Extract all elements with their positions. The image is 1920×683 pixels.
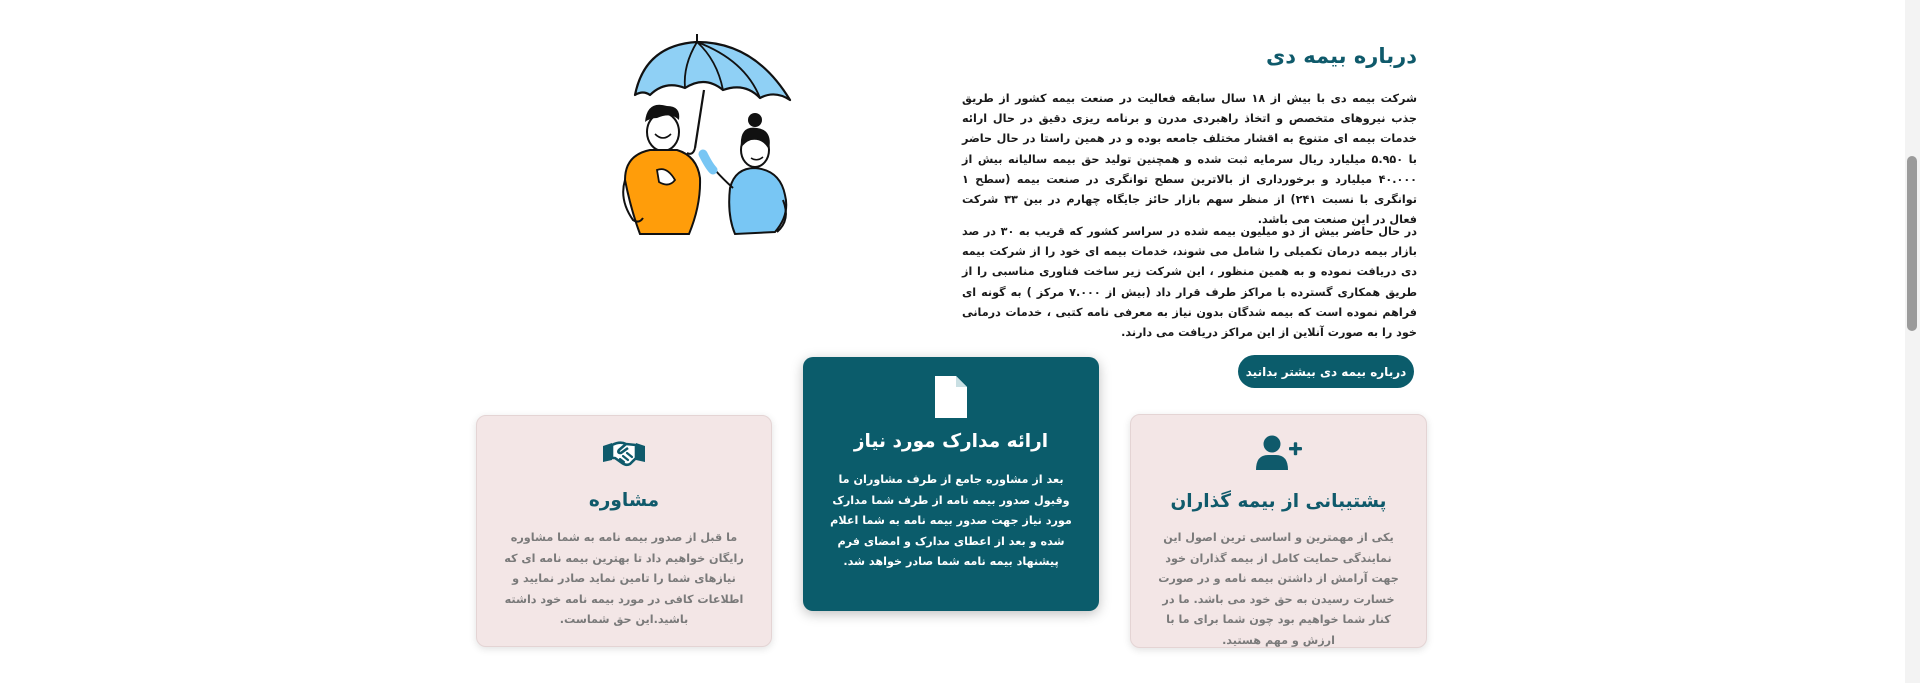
umbrella-people-illustration: [605, 20, 825, 245]
support-card: [1130, 414, 1427, 648]
learn-more-button[interactable]: درباره بیمه دی بیشتر بدانید: [1238, 355, 1414, 388]
card-text: ما قبل از صدور بیمه نامه به شما مشاوره رایگان خواهیم داد تا بهترین بیمه نامه ای که نیازهای شما را تامین نماید صادر نمایید و اطلاعات کافی در مورد بیمه نامه خود داشته باشید.این حق شماست.: [504, 531, 744, 626]
document-icon: [934, 375, 968, 419]
card-title: پشتیبانی از بیمه گذاران: [1170, 491, 1387, 512]
card-title: ارائه مدارک مورد نیاز: [853, 431, 1049, 452]
card-text: بعد از مشاوره جامع از طرف مشاوران ما وقبول صدور بیمه نامه از طرف شما مدارک مورد نیاز جهت صدور بیمه نامه به شما اعلام شده و بعد از اعطای مدارک و امضای فرم پیشنهاد بیمه نامه شما صادر خواهد شد.: [830, 473, 1072, 568]
card-title: مشاوره: [588, 490, 660, 511]
scrollbar-track[interactable]: [1905, 0, 1920, 683]
user-plus-icon: [1256, 435, 1302, 471]
handshake-icon: [602, 438, 646, 468]
about-paragraph-2: در حال حاضر بیش از دو میلیون بیمه شده در سراسر کشور که قریب به ۳۰ در صد بازار بیمه درمان تکمیلی را شامل می شوند، خدمات بیمه ای خود را از شرکت بیمه دی دریافت نموده و به همین منظور ، این شرکت زیر ساخت فناوری مناسبی را از طریق همکاری گسترده با مراکز طرف قرار داد (بیش از ۷.۰۰۰ مرکز ) به گونه ای فراهم نموده است که بیمه شدگان بدون نیاز به معرفی نامه کتبی ، خدمات درمانی خود را به صورت آنلاین از این مراکز دریافت می دارند.: [962, 225, 1417, 340]
about-paragraph-1: شرکت بیمه دی با بیش از ۱۸ سال سابقه فعالیت در صنعت بیمه کشور از طریق جذب نیروهای متخصص و اتخاذ راهبردی مدرن و برنامه ریزی دقیق در حال ارائه خدمات بیمه ای متنوع به اقشار مختلف جامعه بوده و در همین راستا در حال حاضر با ۵.۹۵۰ میلیارد ریال سرمایه ثبت شده و همچنین تولید حق بیمه سالیانه بیش از ۴۰.۰۰۰ میلیارد و برخورداری از بالاترین سطح توانگری در صنعت بیمه (سطح ۱ توانگری با نسبت ۲۴۱) از منظر سهم بازار حائز جایگاه چهارم در بین ۳۳ شرکت فعال در این صنعت می باشد.: [962, 92, 1418, 227]
card-text: یکی از مهمترین و اساسی ترین اصول این نمایندگی حمایت کامل از بیمه گذاران خود جهت آرامش از داشتن بیمه نامه و در صورت خسارت رسیدن به حق خود می باشد. ما در کنار شما خواهیم بود چون شما برای ما با ارزش و مهم هستید.: [1158, 531, 1399, 647]
about-title: درباره بیمه دی: [1265, 44, 1417, 68]
scrollbar-thumb[interactable]: [1907, 156, 1917, 331]
documents-card: [803, 357, 1099, 611]
consultation-card: [476, 415, 772, 647]
